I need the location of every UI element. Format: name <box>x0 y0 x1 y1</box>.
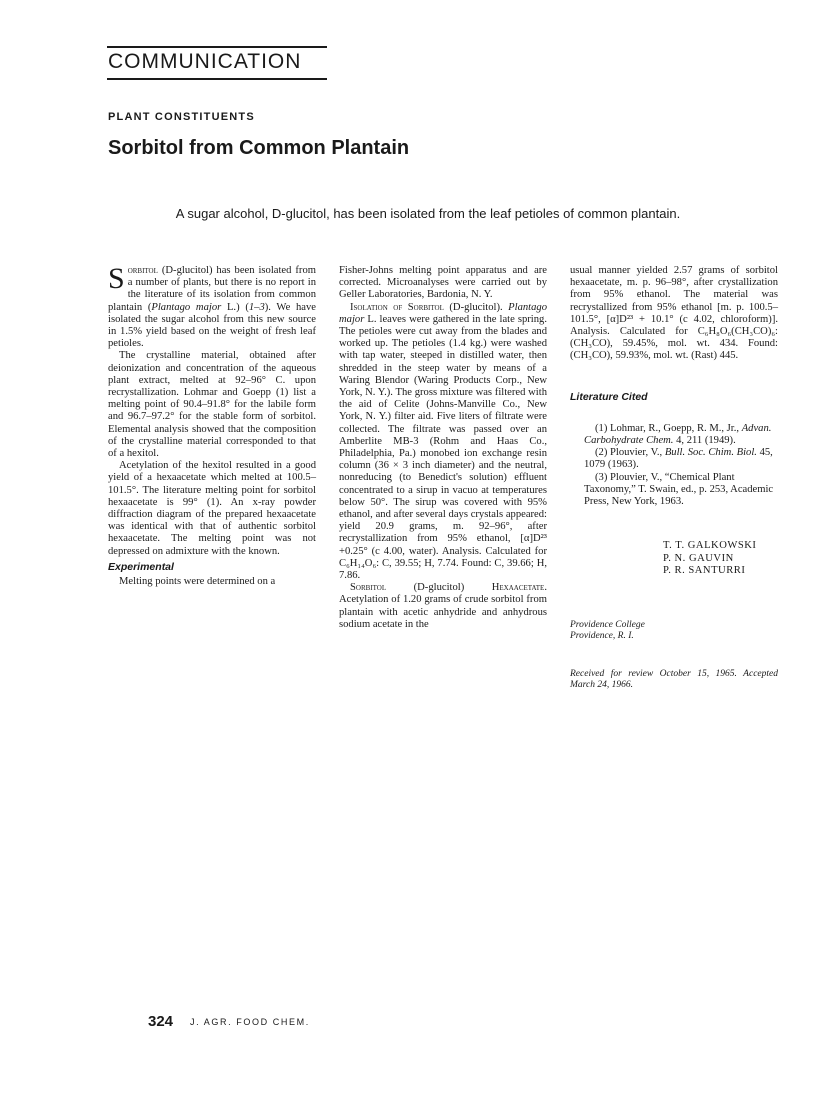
affiliation-line: Providence, R. I. <box>570 630 634 641</box>
author: P. N. GAUVIN <box>663 552 734 564</box>
author: P. R. SANTURRI <box>663 565 746 577</box>
journal-name: Advan. Carbohydrate Chem. <box>584 422 772 447</box>
citation: 1–3 <box>248 301 265 313</box>
category-heading: PLANT CONSTITUENTS <box>108 111 255 123</box>
hexaacetate-paragraph <box>339 582 547 631</box>
article-title: Sorbitol from Common Plantain <box>108 137 410 159</box>
page-number: 324 <box>148 1013 174 1030</box>
abstract: A sugar alcohol, D-glucitol, has been isolated from the leaf petioles of common plantain. <box>175 206 681 221</box>
text: (D-glucitol). <box>443 301 509 313</box>
column-2 <box>339 265 547 631</box>
text: (D-glucitol) <box>386 582 492 594</box>
column-3 <box>570 265 778 691</box>
run-in-heading: Hexaacetate <box>491 582 545 594</box>
affiliation-line: Providence College <box>570 619 645 630</box>
paragraph: The crystalline material, obtained after deionization and concentration of the aqueous plant extract, melted at 92–96° C. upon recrystallization. Lohmar and Goepp (1) list a melting point of 90.4–91.8° for the labile form and 96.7–97.2° for the stable form of sorbitol. Elemental analysis showed that the composition of the crystalline material corresponded to that of a hexitol. <box>108 350 316 460</box>
text: (D-glucitol) has been isolated from a number of plants, but there is no report in the literature of its isolation from common plantain ( <box>108 265 316 313</box>
run-in-heading: Isolation of Sorbitol <box>350 301 444 313</box>
experimental-heading: Experimental <box>108 560 174 573</box>
text: ). We have isolated the sugar alcohol from this new source in 1.5% yield based on the weight of fresh leaf petioles. <box>108 301 316 350</box>
text: (2) Plouvier, V., <box>595 447 665 459</box>
journal-name-footer: J. AGR. FOOD CHEM. <box>190 1017 310 1027</box>
paragraph: Melting points were determined on a <box>119 576 276 588</box>
literature-heading: Literature Cited <box>570 390 648 403</box>
text: (1) Lohmar, R., Goepp, R. M., Jr., <box>595 422 742 434</box>
small-caps-word: orbitol <box>127 265 158 276</box>
reference-3: (3) Plouvier, V., “Chemical Plant Taxonomy,” T. Swain, ed., p. 253, Academic Press, New York, 1963. <box>584 471 774 508</box>
species-name: Plantago major <box>339 301 548 325</box>
drop-cap: S <box>108 262 125 295</box>
reference-2 <box>570 447 778 471</box>
journal-name: Bull. Soc. Chim. Biol. <box>664 447 757 459</box>
text: L.) ( <box>221 301 249 313</box>
run-in-heading: Sorbitol <box>350 582 387 594</box>
top-rule <box>107 46 327 48</box>
isolation-paragraph <box>339 302 547 583</box>
text: L. leaves were gathered in the late spring. The petioles were cut away from the blades and worked up. The petioles (1.4 kg.) were washed with tap water, steeped in distilled water, then shredded in the steep water by means of a Waring Blendor (Waring Products Corp., New York, N. Y.). The gross mixture was filtered with the aid of Celite (Johns-Manville Co., New York, N. Y.) filter aid. Five liters of filtrate were collected. The filtrate was passed over an Amberlite MB-3 (Rohm and Haas Co., Philadelphia, Pa.) monobed ion exchange resin column (36 × 3 inch diameter) and the neutral, nonreducing (to Benedict's solution) effluent concentrated to a sirup in vacuo at temperatures below 50°. The sirup was covered with 95% ethanol, and after several days crystals appeared: yield 20.9 grams, m. 92–96°, after recrystallization from 95% ethanol, [α]D²³ +0.25° (c 4.00, water). Analysis. Calculated for C₆H₁₄O₆: C, 39.55; H, 7.74. Found: C, 39.66; H, 7.86. <box>339 313 547 582</box>
text: 45, 1079 (1963). <box>584 447 773 471</box>
text: . Acetylation of 1.20 grams of crude sorbitol from plantain with acetic anhydride and anhydrous sodium acetate in the <box>339 582 547 630</box>
author-list <box>663 540 778 578</box>
column-1 <box>108 262 316 588</box>
bottom-rule <box>107 78 327 80</box>
section-label: COMMUNICATION <box>108 50 302 73</box>
intro-paragraph <box>108 262 316 350</box>
affiliation <box>570 620 778 642</box>
received-note: Received for review October 15, 1965. Accepted March 24, 1966. <box>570 668 778 690</box>
paragraph: usual manner yielded 2.57 grams of sorbitol hexaacetate, m. p. 96–98°, after crystallization from 95% ethanol. The material was recrystallized from 95% ethanol [m. p. 100.5–101.5°, [α]D²³ + 10.1° (c 4.02, chloroform)]. Analysis. Calculated for C₆H₈O₆(CH₃CO)₆: (CH₃CO), 59.45%, mol. wt. 434. Found: (CH₃CO), 59.93%, mol. wt. (Rast) 445. <box>570 265 778 362</box>
paragraph: Fisher-Johns melting point apparatus and are corrected. Microanalyses were carried out by Geller Laboratories, Bardonia, N. Y. <box>339 265 547 301</box>
reference-1 <box>570 423 778 447</box>
paragraph: Acetylation of the hexitol resulted in a good yield of a hexaacetate which melted at 100.5–101.5°. The literature melting point for sorbitol hexaacetate is 99° (1). An x-ray powder diffraction diagram of the prepared hexaacetate was identical with that of authentic sorbitol hexaacetate. The melting point was not depressed on admixture with the known. <box>108 460 316 557</box>
text: 4, 211 (1949). <box>673 435 736 447</box>
author: T. T. GALKOWSKI <box>663 540 757 552</box>
species-name: Plantago major <box>151 301 222 313</box>
